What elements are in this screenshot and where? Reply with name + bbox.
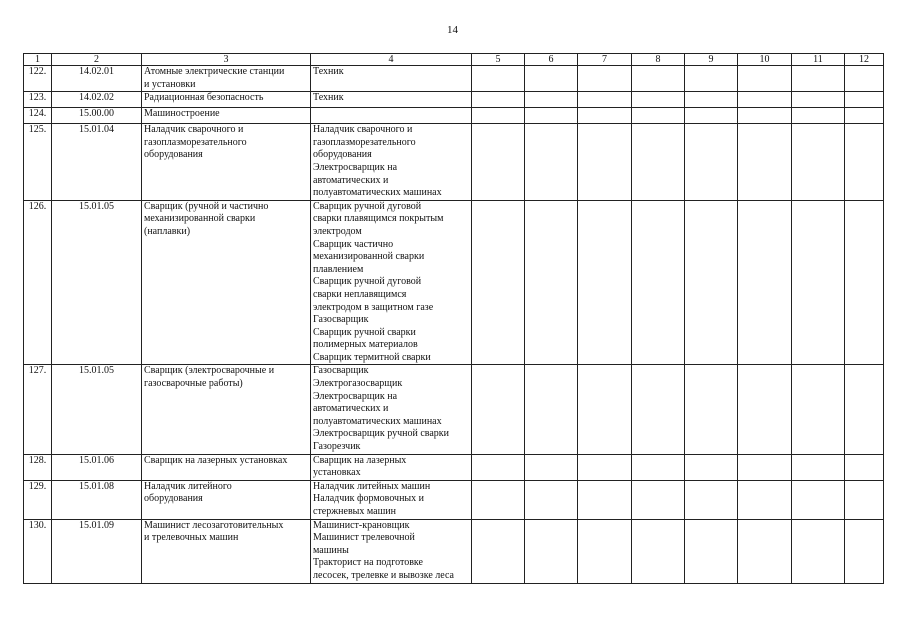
profession-line: Машинист трелевочной bbox=[313, 532, 415, 544]
empty-cell bbox=[792, 454, 845, 480]
specialty-name-cell bbox=[142, 92, 311, 108]
column-header: 6 bbox=[525, 54, 578, 66]
header-row bbox=[24, 54, 884, 66]
specialty-name-cell bbox=[142, 66, 311, 92]
profession-line: полимерных материалов bbox=[313, 339, 418, 351]
empty-cell bbox=[632, 365, 685, 454]
specialty-name-line: механизированной сварки bbox=[144, 213, 256, 225]
row-number-cell: 123. bbox=[24, 92, 52, 108]
table-row bbox=[24, 519, 884, 583]
empty-cell bbox=[578, 66, 632, 92]
profession-line: Сварщик ручной дуговой bbox=[313, 276, 422, 288]
empty-cell bbox=[472, 124, 525, 201]
empty-cell bbox=[792, 66, 845, 92]
column-header: 1 bbox=[24, 54, 52, 66]
empty-cell bbox=[738, 108, 792, 124]
empty-cell bbox=[578, 480, 632, 519]
empty-cell bbox=[685, 92, 738, 108]
empty-cell bbox=[472, 200, 525, 365]
empty-cell bbox=[472, 365, 525, 454]
empty-cell bbox=[632, 92, 685, 108]
specialty-name-line: Сварщик (ручной и частично bbox=[144, 200, 269, 212]
table-row bbox=[24, 454, 884, 480]
specialty-name-cell bbox=[142, 124, 311, 201]
specialty-code-cell: 15.01.05 bbox=[52, 200, 142, 365]
profession-cell bbox=[311, 454, 472, 480]
profession-line: стержневых машин bbox=[313, 506, 396, 517]
empty-cell bbox=[578, 108, 632, 124]
profession-line: полуавтоматических машинах bbox=[313, 187, 442, 199]
empty-cell bbox=[472, 92, 525, 108]
empty-cell bbox=[632, 480, 685, 519]
empty-cell bbox=[578, 365, 632, 454]
profession-cell bbox=[311, 365, 472, 454]
empty-cell bbox=[525, 92, 578, 108]
specialty-code-cell: 15.01.08 bbox=[52, 480, 142, 519]
profession-line: Сварщик частично bbox=[313, 238, 394, 250]
column-header: 10 bbox=[738, 54, 792, 66]
profession-line: Сварщик термитной сварки bbox=[313, 351, 431, 363]
specialty-name-line: Наладчик литейного bbox=[144, 480, 232, 492]
profession-line: оборудования bbox=[313, 149, 372, 161]
specialty-name-line: Сварщик на лазерных установках bbox=[144, 454, 288, 466]
empty-cell bbox=[685, 108, 738, 124]
profession-line: Электросварщик на bbox=[313, 390, 398, 402]
specialty-name-line: Атомные электрические станции bbox=[144, 66, 285, 77]
specialty-name-line: Сварщик (электросварочные и bbox=[144, 365, 275, 377]
specialty-name-cell bbox=[142, 480, 311, 519]
empty-cell bbox=[632, 519, 685, 583]
profession-line: газоплазморезательного bbox=[313, 136, 416, 148]
empty-cell bbox=[792, 124, 845, 201]
table-row bbox=[24, 66, 884, 92]
empty-cell bbox=[578, 454, 632, 480]
empty-cell bbox=[738, 66, 792, 92]
empty-cell bbox=[845, 454, 884, 480]
empty-cell bbox=[845, 480, 884, 519]
profession-line: автоматических и bbox=[313, 174, 389, 186]
column-header: 11 bbox=[792, 54, 845, 66]
profession-cell bbox=[311, 108, 472, 124]
profession-line: Газорезчик bbox=[313, 441, 361, 453]
empty-cell bbox=[685, 66, 738, 92]
profession-line: Электросварщик на bbox=[313, 161, 398, 173]
empty-cell bbox=[738, 519, 792, 583]
specialty-code-cell: 15.00.00 bbox=[52, 108, 142, 124]
empty-cell bbox=[845, 365, 884, 454]
specialty-name-line: и установки bbox=[144, 78, 196, 90]
empty-cell bbox=[578, 92, 632, 108]
profession-line: Наладчик сварочного и bbox=[313, 124, 413, 136]
empty-cell bbox=[845, 108, 884, 124]
specialty-code-cell: 14.02.02 bbox=[52, 92, 142, 108]
specialties-table bbox=[23, 53, 884, 584]
specialty-code-cell: 15.01.04 bbox=[52, 124, 142, 201]
profession-line: Электросварщик ручной сварки bbox=[313, 428, 450, 440]
profession-line: Сварщик на лазерных bbox=[313, 454, 407, 466]
row-number-cell: 129. bbox=[24, 480, 52, 519]
profession-line: машины bbox=[313, 544, 349, 556]
empty-cell bbox=[845, 92, 884, 108]
empty-cell bbox=[792, 480, 845, 519]
table-row bbox=[24, 108, 884, 124]
specialty-name-line: газоплазморезательного bbox=[144, 136, 247, 148]
empty-cell bbox=[685, 365, 738, 454]
profession-line: Машинист-крановщик bbox=[313, 519, 410, 531]
profession-line: электродом bbox=[313, 225, 362, 237]
specialty-code-cell: 14.02.01 bbox=[52, 66, 142, 92]
profession-line: электродом в защитном газе bbox=[313, 301, 434, 313]
specialty-name-line: Радиационная безопасность bbox=[144, 92, 264, 104]
profession-line: сварки неплавящимся bbox=[313, 288, 407, 300]
empty-cell bbox=[792, 519, 845, 583]
empty-cell bbox=[792, 108, 845, 124]
specialty-code-cell: 15.01.05 bbox=[52, 365, 142, 454]
specialty-name-cell bbox=[142, 365, 311, 454]
specialty-name-line: и трелевочных машин bbox=[144, 532, 239, 544]
profession-cell bbox=[311, 200, 472, 365]
specialty-name-cell bbox=[142, 454, 311, 480]
profession-line: сварки плавящимся покрытым bbox=[313, 213, 444, 225]
profession-line: Тракторист на подготовке bbox=[313, 557, 423, 569]
column-header: 9 bbox=[685, 54, 738, 66]
profession-line: Электрогазосварщик bbox=[313, 378, 403, 390]
profession-line: лесосек, трелевке и вывозке леса bbox=[313, 569, 454, 581]
empty-cell bbox=[578, 200, 632, 365]
table-row bbox=[24, 124, 884, 201]
profession-line: Техник bbox=[313, 66, 344, 77]
column-header: 8 bbox=[632, 54, 685, 66]
empty-cell bbox=[738, 92, 792, 108]
profession-cell bbox=[311, 480, 472, 519]
column-header: 3 bbox=[142, 54, 311, 66]
profession-cell bbox=[311, 92, 472, 108]
column-header: 12 bbox=[845, 54, 884, 66]
profession-line: плавлением bbox=[313, 263, 364, 275]
empty-cell bbox=[525, 66, 578, 92]
column-header: 4 bbox=[311, 54, 472, 66]
empty-cell bbox=[738, 124, 792, 201]
empty-cell bbox=[525, 519, 578, 583]
specialty-name-line: Машинист лесозаготовительных bbox=[144, 519, 284, 531]
row-number-cell: 127. bbox=[24, 365, 52, 454]
empty-cell bbox=[738, 200, 792, 365]
empty-cell bbox=[845, 200, 884, 365]
specialty-name-cell bbox=[142, 519, 311, 583]
row-number-cell: 126. bbox=[24, 200, 52, 365]
profession-line: Сварщик ручной дуговой bbox=[313, 200, 422, 212]
specialty-name-line: газосварочные работы) bbox=[144, 378, 243, 390]
specialty-name-line: Машиностроение bbox=[144, 108, 220, 120]
row-number-cell: 122. bbox=[24, 66, 52, 92]
table-row bbox=[24, 92, 884, 108]
empty-cell bbox=[685, 480, 738, 519]
empty-cell bbox=[525, 108, 578, 124]
profession-line: автоматических и bbox=[313, 403, 389, 415]
specialty-name-line: оборудования bbox=[144, 149, 203, 161]
profession-line: Газосварщик bbox=[313, 314, 369, 326]
empty-cell bbox=[525, 124, 578, 201]
empty-cell bbox=[578, 519, 632, 583]
empty-cell bbox=[472, 454, 525, 480]
row-number-cell: 125. bbox=[24, 124, 52, 201]
empty-cell bbox=[632, 124, 685, 201]
profession-line: установках bbox=[313, 467, 361, 479]
profession-cell bbox=[311, 66, 472, 92]
empty-cell bbox=[525, 200, 578, 365]
empty-cell bbox=[632, 66, 685, 92]
specialty-code-cell: 15.01.09 bbox=[52, 519, 142, 583]
empty-cell bbox=[525, 454, 578, 480]
page-number: 14 bbox=[447, 24, 458, 36]
table-row bbox=[24, 365, 884, 454]
column-header: 2 bbox=[52, 54, 142, 66]
empty-cell bbox=[578, 124, 632, 201]
row-number-cell: 130. bbox=[24, 519, 52, 583]
empty-cell bbox=[632, 200, 685, 365]
empty-cell bbox=[792, 92, 845, 108]
profession-line: Сварщик ручной сварки bbox=[313, 326, 416, 338]
empty-cell bbox=[525, 365, 578, 454]
row-number-cell: 124. bbox=[24, 108, 52, 124]
profession-line: Наладчик формовочных и bbox=[313, 493, 425, 505]
empty-cell bbox=[845, 519, 884, 583]
column-header: 7 bbox=[578, 54, 632, 66]
profession-line: Газосварщик bbox=[313, 365, 369, 377]
empty-cell bbox=[685, 519, 738, 583]
empty-cell bbox=[472, 519, 525, 583]
empty-cell bbox=[738, 480, 792, 519]
column-header: 5 bbox=[472, 54, 525, 66]
empty-cell bbox=[472, 66, 525, 92]
row-number-cell: 128. bbox=[24, 454, 52, 480]
empty-cell bbox=[472, 480, 525, 519]
empty-cell bbox=[472, 108, 525, 124]
profession-line: Техник bbox=[313, 92, 344, 104]
empty-cell bbox=[792, 365, 845, 454]
empty-cell bbox=[685, 454, 738, 480]
empty-cell bbox=[525, 480, 578, 519]
empty-cell bbox=[738, 454, 792, 480]
table-row bbox=[24, 480, 884, 519]
profession-line: полуавтоматических машинах bbox=[313, 415, 442, 427]
empty-cell bbox=[685, 124, 738, 201]
specialty-name-line: оборудования bbox=[144, 493, 203, 505]
profession-cell bbox=[311, 519, 472, 583]
empty-cell bbox=[845, 66, 884, 92]
empty-cell bbox=[632, 454, 685, 480]
empty-cell bbox=[685, 200, 738, 365]
specialty-code-cell: 15.01.06 bbox=[52, 454, 142, 480]
profession-cell bbox=[311, 124, 472, 201]
specialty-name-line: Наладчик сварочного и bbox=[144, 124, 244, 136]
profession-line: механизированной сварки bbox=[313, 251, 425, 263]
specialty-name-line: (наплавки) bbox=[144, 225, 191, 237]
profession-line: Наладчик литейных машин bbox=[313, 480, 431, 492]
specialty-name-cell bbox=[142, 108, 311, 124]
empty-cell bbox=[792, 200, 845, 365]
empty-cell bbox=[845, 124, 884, 201]
table-row bbox=[24, 200, 884, 365]
empty-cell bbox=[632, 108, 685, 124]
empty-cell bbox=[738, 365, 792, 454]
specialty-name-cell bbox=[142, 200, 311, 365]
